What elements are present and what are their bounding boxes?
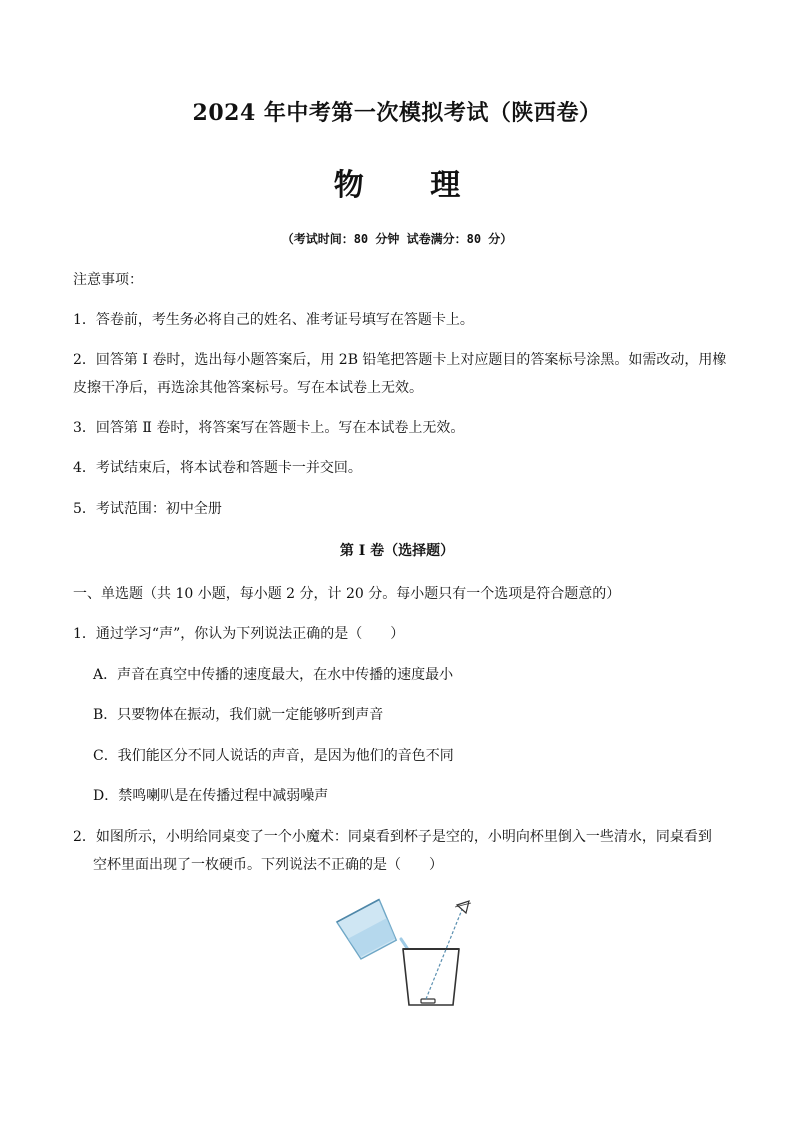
note-item-continued: 皮擦干净后，再选涂其他答案标号。写在本试卷上无效。: [73, 380, 423, 396]
option-b: B．只要物体在振动，我们就一定能够听到声音: [93, 707, 384, 723]
option-a: A．声音在真空中传播的速度最大，在水中传播的速度最小: [93, 667, 454, 683]
section-instructions: 一、单选题（共 10 小题，每小题 2 分，计 20 分。每小题只有一个选项是符合题意的）: [73, 586, 621, 602]
cup-icon: [403, 949, 459, 1005]
note-item: 4．考试结束后，将本试卷和答题卡一并交回。: [73, 460, 362, 476]
note-item: 3．回答第 Ⅱ 卷时，将答案写在答题卡上。写在本试卷上无效。: [73, 420, 465, 436]
question-stem-continued: 空杯里面出现了一枚硬币。下列说法不正确的是（ ）: [93, 857, 443, 873]
coin-icon: [421, 999, 435, 1003]
option-d: D．禁鸣喇叭是在传播过程中减弱噪声: [93, 788, 329, 804]
cup-water-coin-figure: [333, 893, 483, 1013]
note-item: 2．回答第 Ⅰ 卷时，选出每小题答案后，用 2B 铅笔把答题卡上对应题目的答案标号涂黑。如需改动，用橡: [73, 352, 727, 368]
notes-heading: 注意事项：: [73, 272, 143, 288]
question-stem: 2．如图所示，小明给同桌变了一个小魔术：同桌看到杯子是空的，小明向杯里倒入一些清水，同桌看到: [73, 829, 712, 845]
note-item: 1．答卷前，考生务必将自己的姓名、准考证号填写在答题卡上。: [73, 312, 474, 328]
note-item: 5．考试范围：初中全册: [73, 501, 222, 517]
exam-title: 2024 年中考第一次模拟考试（陕西卷）: [192, 100, 602, 126]
eye-icon: [455, 901, 471, 913]
exam-info: （考试时间：80 分钟 试卷满分：80 分）: [281, 232, 513, 246]
question-stem: 1．通过学习“声”，你认为下列说法正确的是（ ）: [73, 626, 405, 642]
section-title: 第 Ⅰ 卷（选择题）: [339, 543, 455, 559]
pouring-glass-icon: [337, 899, 400, 960]
option-c: C．我们能区分不同人说话的声音，是因为他们的音色不同: [93, 748, 454, 764]
subject-title: 物 理: [333, 168, 489, 203]
